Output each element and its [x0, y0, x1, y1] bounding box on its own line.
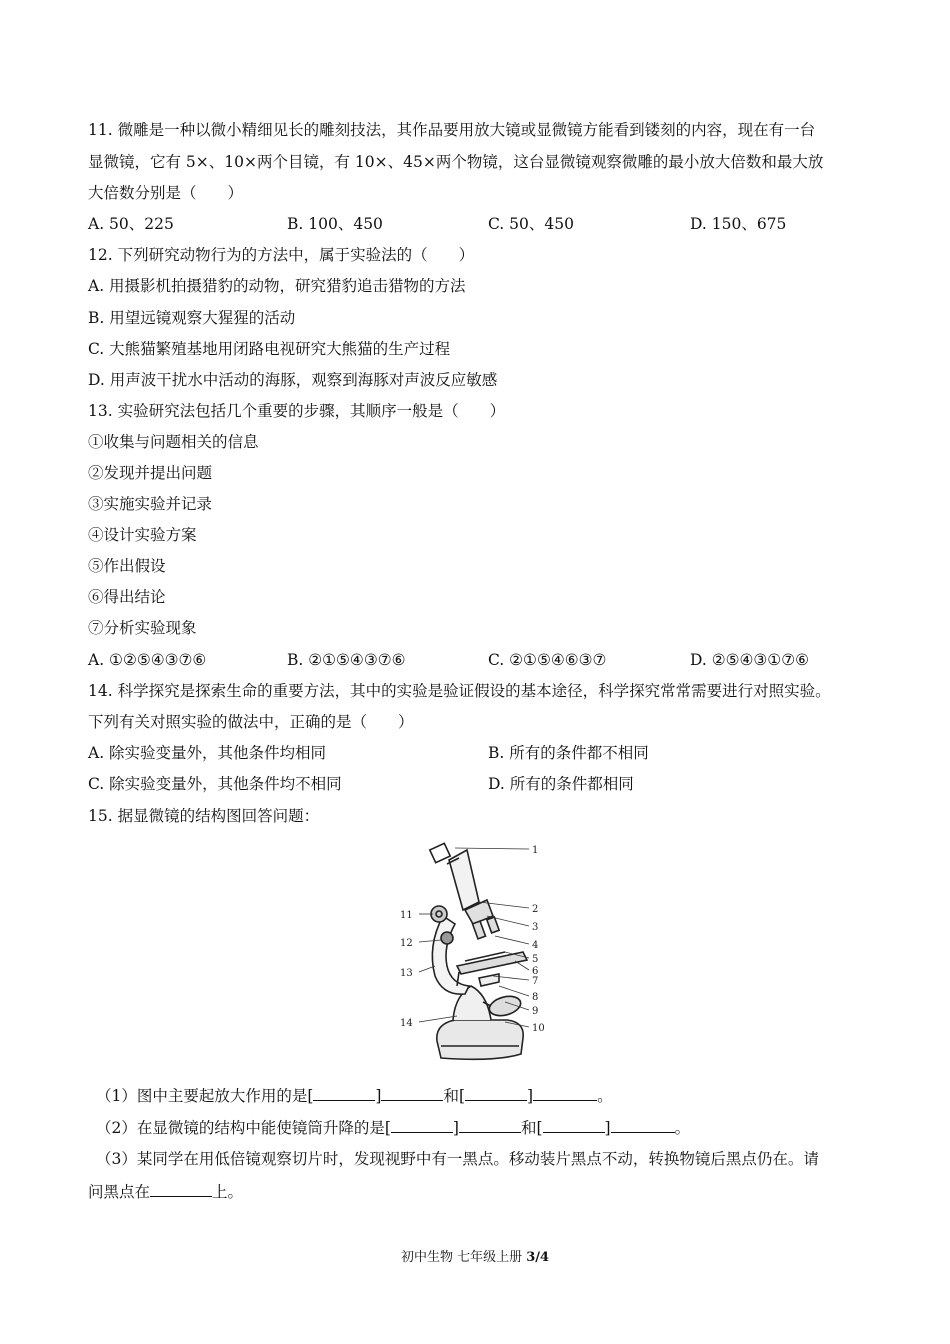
q13-step-5: ⑤作出假设 — [88, 557, 166, 575]
q11-option-a: A. 50、225 — [88, 215, 174, 233]
q11-line-1: 11. 微雕是一种以微小精细见长的雕刻技法，其作品要用放大镜或显微镜方能看到镂刻的内容，现在有一台 — [88, 121, 816, 139]
page-footer — [0, 1246, 950, 1265]
q13-step-4: ④设计实验方案 — [88, 526, 197, 544]
q13-option-d: D. ②⑤④③①⑦⑥ — [690, 651, 809, 669]
figure-label-5: 5 — [532, 954, 539, 965]
figure-label-6: 6 — [532, 966, 539, 977]
q13-step-6: ⑥得出结论 — [88, 588, 166, 606]
q13-option-a: A. ①②⑤④③⑦⑥ — [88, 651, 207, 669]
figure-label-12: 12 — [400, 938, 413, 949]
answer-blank[interactable] — [150, 1180, 212, 1197]
q15-stem: 15. 据显微镜的结构图回答问题： — [88, 807, 320, 825]
figure-label-2: 2 — [532, 904, 539, 915]
q14-option-c: C. 除实验变量外，其他条件均不相同 — [88, 775, 342, 793]
q15-sub-3-line-1: （3）某同学在用低倍镜观察切片时，发现视野中有一黑点。移动装片黑点不动，转换物镜后黑点仍在。请 — [96, 1150, 819, 1168]
answer-blank[interactable] — [611, 1116, 675, 1133]
q13-step-1: ①收集与问题相关的信息 — [88, 433, 259, 451]
q15-sub-1: （1）图中主要起放大作用的是[ ] 和[ ] 。 — [96, 1084, 613, 1107]
q13-stem: 13. 实验研究法包括几个重要的步骤，其顺序一般是（ ） — [88, 402, 506, 420]
q13-step-3: ③实施实验并记录 — [88, 495, 213, 513]
q12-option-c: C. 大熊猫繁殖基地用闭路电视研究大熊猫的生产过程 — [88, 340, 451, 358]
figure-label-4: 4 — [532, 940, 539, 951]
q11-line-2: 显微镜，它有 5×、10×两个目镜，有 10×、45×两个物镜，这台显微镜观察微雕的最小放大倍数和最大放 — [88, 153, 824, 171]
q13-option-b: B. ②①⑤④③⑦⑥ — [287, 651, 406, 669]
q11-line-3: 大倍数分别是（ ） — [88, 184, 244, 202]
q11-option-b: B. 100、450 — [287, 215, 383, 233]
answer-blank[interactable] — [459, 1116, 521, 1133]
q12-option-b: B. 用望远镜观察大猩猩的活动 — [88, 309, 296, 327]
q12-option-a: A. 用摄影机拍摄猎豹的动物，研究猎豹追击猎物的方法 — [88, 277, 466, 295]
q12-stem: 12. 下列研究动物行为的方法中，属于实验法的（ ） — [88, 246, 475, 264]
q13-option-c: C. ②①⑤④⑥③⑦ — [488, 651, 607, 669]
figure-label-13: 13 — [400, 968, 413, 979]
q13-step-7: ⑦分析实验现象 — [88, 619, 197, 637]
answer-blank[interactable] — [381, 1084, 443, 1101]
answer-blank[interactable] — [391, 1116, 453, 1133]
q15-sub-3-line-2: 问黑点在 上。 — [88, 1180, 243, 1203]
q14-option-b: B. 所有的条件都不相同 — [488, 744, 649, 762]
q14-line-2: 下列有关对照实验的做法中，正确的是（ ） — [88, 713, 414, 731]
answer-blank[interactable] — [533, 1084, 597, 1101]
answer-blank[interactable] — [543, 1116, 605, 1133]
figure-label-9: 9 — [532, 1006, 539, 1017]
figure-label-8: 8 — [532, 992, 539, 1003]
q13-step-2: ②发现并提出问题 — [88, 464, 213, 482]
q12-option-d: D. 用声波干扰水中活动的海豚，观察到海豚对声波反应敏感 — [88, 371, 498, 389]
figure-label-11: 11 — [400, 910, 413, 921]
answer-blank[interactable] — [465, 1084, 527, 1101]
figure-label-1: 1 — [532, 845, 539, 856]
page-number: 3/4 — [526, 1250, 550, 1265]
q14-option-a: A. 除实验变量外，其他条件均相同 — [88, 744, 327, 762]
q15-sub-2: （2）在显微镜的结构中能使镜筒升降的是[ ] 和[ ] 。 — [96, 1116, 690, 1139]
q11-option-c: C. 50、450 — [488, 215, 574, 233]
q14-line-1: 14. 科学探究是探索生命的重要方法，其中的实验是验证假设的基本途径，科学探究常常需要进行对照实验。 — [88, 682, 831, 700]
q11-option-d: D. 150、675 — [690, 215, 787, 233]
microscope-diagram — [395, 836, 560, 1068]
figure-label-10: 10 — [532, 1023, 545, 1034]
figure-label-3: 3 — [532, 922, 539, 933]
figure-label-7: 7 — [532, 976, 539, 987]
answer-blank[interactable] — [313, 1084, 375, 1101]
footer-text: 初中生物 七年级上册 — [400, 1250, 527, 1265]
q14-option-d: D. 所有的条件都相同 — [488, 775, 634, 793]
figure-label-14: 14 — [400, 1018, 413, 1029]
